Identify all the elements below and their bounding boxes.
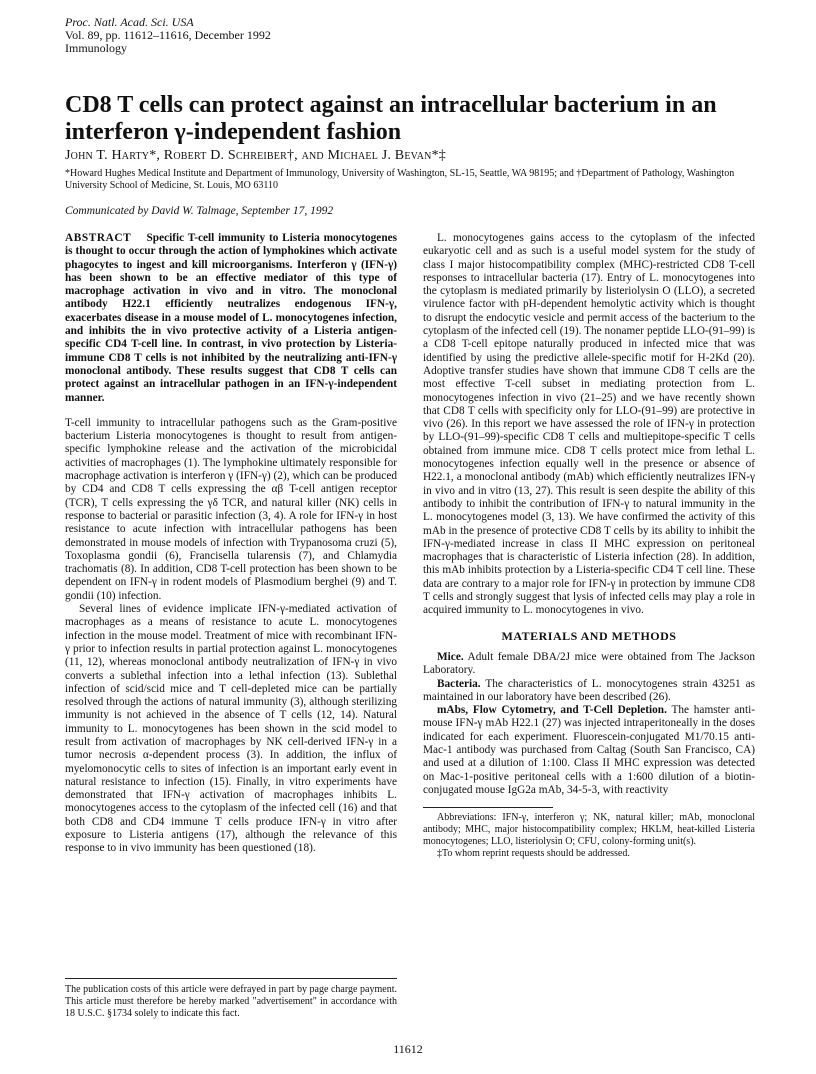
- volume-info: Vol. 89, pp. 11612–11616, December 1992: [65, 28, 271, 42]
- methods-lead: Bacteria.: [437, 677, 481, 690]
- right-column: [423, 232, 755, 860]
- publication-note: The publication costs of this article were defrayed in part by page charge payment. This article must therefore be hereby marked "advertisement" in accordance with 18 U.S.C. §1734 solely to indicate this fact.: [65, 984, 397, 1019]
- methods-lead: mAbs, Flow Cytometry, and T-Cell Depletion.: [437, 704, 667, 717]
- methods-paragraph: [423, 678, 755, 705]
- methods-text: The hamster anti-mouse IFN-γ mAb H22.1 (27) was injected intraperitoneally in the doses indicated for each experiment. Fluorescein-conjugated M1/70.15 anti-Mac-1 antibody was purchased from Caltag (South San Francisco, CA) and used at a dilution of 1:100. Class II MHC expression was detected on Mac-1-positive peritoneal cells with a 1:600 dilution of a biotin-conjugated mouse IgG2a mAb, 34-5-3, with reactivity: [423, 704, 755, 796]
- publication-note-rule: [65, 978, 397, 979]
- abstract: [65, 232, 397, 405]
- abbreviations-footnote: Abbreviations: IFN-γ, interferon γ; NK, natural killer; mAb, monoclonal antibody; MHC, major histocompatibility complex; HKLM, heat-killed Listeria monocytogenes; LLO, listeriolysin O; CFU, colony-forming unit(s).: [423, 812, 755, 848]
- footnotes: [423, 812, 755, 860]
- methods-text: The characteristics of L. monocytogenes strain 43251 as maintained in our laboratory have been described (26).: [423, 677, 755, 703]
- affiliations: *Howard Hughes Medical Institute and Department of Immunology, University of Washington, SL-15, Seattle, WA 98195; and †Department of Pathology, Washington University School of Medicine, St. Louis, MO 63110: [65, 168, 735, 191]
- body-paragraph: L. monocytogenes gains access to the cytoplasm of the infected eukaryotic cell and as such is a useful model system for the study of class I major histocompatibility complex (MHC)-restricted CD8 T-cell responses to intracellular bacteria (17). Entry of L. monocytogenes into the cytoplasm is mediated primarily by listeriolysin O (LLO), a secreted virulence factor with pH-dependent hemolytic activity which is thought to disrupt the endocytic vesicle and permit access of the bacterium to the cytoplasm of the infected cell (19). The nonamer peptide LLO-(91–99) is a CD8 T-cell epitope naturally produced in infected mice that was identified by using the predictive allele-specific motif for H-2Kd (20). Adoptive transfer studies have shown that immune CD8 T cells are the most effective T-cell subset in mediating protection from L. monocytogenes infection in vivo (21–25) and we have recently shown that CD8 T cells with specificity only for LLO-(91–99) are protective in vivo (26). In this report we have assessed the role of IFN-γ in protection by LLO-(91–99)-specific CD8 T cells and multiepitope-specific T cells obtained from immune mice. CD8 T cells protect mice from lethal L. monocytogenes infection equally well in the presence or absence of H22.1, a monoclonal antibody (mAb) which efficiently neutralizes IFN-γ in vivo and in vitro (13, 27). This result is seen despite the ability of this antibody to inhibit the contribution of IFN-γ to natural immunity in the L. monocytogenes model (3, 13). We have confirmed the activity of this mAb in the presence of protective CD8 T cells by its ability to inhibit the IFN-γ-mediated increase in class II MHC expression on peritoneal macrophages that is characteristic of Listeria infection (28). In addition, this mAb inhibits protection by a Listeria-specific CD4 T cell line. These data are contrary to a major role for IFN-γ in protection by immune CD8 T cells and strongly suggest that lysis of infected cells may play a role in acquired immunity to L. monocytogenes in vivo.: [423, 232, 755, 617]
- communicated-by: Communicated by David W. Talmage, September 17, 1992: [65, 205, 334, 217]
- methods-paragraph: [423, 704, 755, 797]
- methods-lead: Mice.: [437, 650, 464, 663]
- reprint-footnote: ‡To whom reprint requests should be addressed.: [437, 848, 630, 860]
- footnote-rule: [423, 807, 553, 808]
- body-paragraph: T-cell immunity to intracellular pathogens such as the Gram-positive bacterium Listeria monocytogenes is thought to result from antigen-specific lymphokine release and the activation of the microbicidal activities of macrophages (1). The lymphokine ultimately responsible for macrophage activation is interferon γ (IFN-γ) (2), which can be produced by CD4 and CD8 T cells expressing the αβ T-cell antigen receptor (TCR), T cells expressing the γδ TCR, and natural killer (NK) cells in response to bacterial or parasitic infection (3, 4). A role for IFN-γ in host resistance to acute infection with intracellular pathogens has been demonstrated in mouse models of infection with Trypanosoma cruzi (5), Toxoplasma gondii (6), Francisella tularensis (7), and Chlamydia trachomatis (8). In addition, CD8 T-cell protection has been shown to be dependent on IFN-γ in rodent models of Plasmodium berghei (9) and T. gondii (10) infection.: [65, 416, 397, 602]
- author-list: John T. Harty*, Robert D. Schreiber†, and Michael J. Bevan*‡: [65, 148, 447, 163]
- methods-text: Adult female DBA/2J mice were obtained from The Jackson Laboratory.: [423, 650, 755, 677]
- methods-paragraph: [423, 651, 755, 678]
- abstract-label: ABSTRACT: [65, 232, 132, 244]
- journal-name: Proc. Natl. Acad. Sci. USA: [65, 15, 194, 29]
- section-heading: MATERIALS AND METHODS: [501, 628, 677, 643]
- section-name: Immunology: [65, 41, 127, 55]
- page-number: 11612: [393, 1042, 423, 1056]
- abstract-text: Specific T-cell immunity to Listeria monocytogenes is thought to occur through the action of lymphokines which activate phagocytes to ingest and kill microorganisms. Interferon γ (IFN-γ) has been shown to be an effective mediator of this type of macrophage activation in vivo and in vitro. The monoclonal antibody H22.1 efficiently neutralizes endogenous IFN-γ, exacerbates disease in a mouse model of L. monocytogenes infection, and inhibits the in vivo protective activity of a Listeria antigen-specific CD4 T-cell line. In contrast, in vivo protection by Listeria-immune CD8 T cells is not inhibited by the neutralizing anti-IFN-γ monoclonal antibody. These results suggest that CD8 T cells can protect against an intracellular pathogen in an IFN-γ-independent manner.: [65, 232, 398, 404]
- article-title: CD8 T cells can protect against an intracellular bacterium in an interferon γ-independent fashion: [65, 92, 717, 145]
- body-paragraph: Several lines of evidence implicate IFN-γ-mediated activation of macrophages as a means of resistance to acute L. monocytogenes infection in the mouse model. Treatment of mice with recombinant IFN-γ prior to infection results in partial protection against L. monocytogenes (11, 12), whereas monoclonal antibody neutralization of IFN-γ in vivo converts a sublethal infection into a lethal infection (13). Sublethal infection of scid/scid mice and T cell-depleted mice can be partially resolved through the actions of natural immunity (3), although sterilizing immunity is not achieved in the absence of T cells (12, 14). Natural immunity to L. monocytogenes has been shown in the scid model to result from activation of macrophages by NK cell-derived IFN-γ in a tumor necrosis α-dependent process (3). In addition, the influx of myelomonocytic cells to sites of infection is an important early event in natural resistance to infection (15). Finally, in vitro experiments have demonstrated that IFN-γ activation of macrophages inhibits L. monocytogenes access to the cytoplasm of the infected cell (16) and that both CD8 and CD4 immune T cells produce IFN-γ in vitro after exposure to Listeria antigens (17), although the relevance of this response to in vivo immunity has been questioned (18).: [65, 603, 397, 855]
- running-header: [65, 16, 271, 55]
- left-column: [65, 232, 397, 856]
